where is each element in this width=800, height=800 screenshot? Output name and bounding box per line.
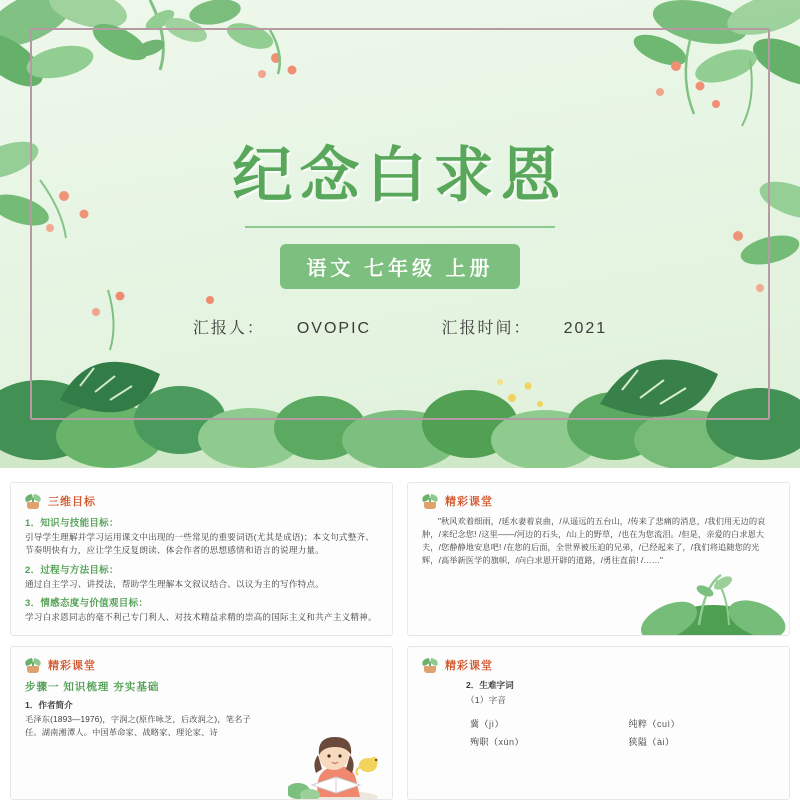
vocab-char: 纯粹（ <box>628 719 658 730</box>
poem-quote: "秋风欢着细雨，/延水妻着哀曲，/从遥远的五台山，/传来了悲痛的消息，/我们用无边的哀肿，/来纪念您! /这里——/河边的石头，/山上的野草，/也在为您流泪。/但是，亲爱的白求恩大夫，/您静静地安息吧! /在您的后面，全世界被压迫的兄弟，/已经起来了，/我们将追随您的光辉，/高举新医学的旗帜，/向白求恩开辟的道路，/勇往直前! /……" <box>422 517 766 566</box>
vocab-char: 狭隘（ <box>628 737 658 748</box>
presenter-value: OVOPIC <box>296 320 372 337</box>
slide-thumbnail-author[interactable] <box>10 646 393 800</box>
vocab-item <box>470 717 617 730</box>
title-block <box>0 128 800 338</box>
vocab-pinyin: jì <box>489 719 495 730</box>
card-title: 精彩课堂 <box>445 660 493 672</box>
presenter-meta <box>0 315 800 338</box>
vocab-label: （1）字音 <box>466 695 507 705</box>
vocab-item <box>629 717 776 730</box>
vocab-tail: ） <box>494 719 505 730</box>
vocab-subheading: 2．生难字词 <box>466 680 514 690</box>
card-header <box>25 657 378 673</box>
date-value: 2021 <box>563 320 608 337</box>
vocab-pinyin: ài <box>657 737 666 748</box>
card-title: 精彩课堂 <box>445 496 493 508</box>
slide-thumbnail-vocabulary[interactable] <box>407 646 790 800</box>
date-group <box>426 320 624 337</box>
card-header <box>422 657 775 673</box>
card-header <box>422 493 775 509</box>
vocab-tail: ） <box>514 737 525 748</box>
vocab-tail: ） <box>665 737 675 748</box>
objective-2-heading: 2．过程与方法目标： <box>25 564 119 576</box>
slide-thumbnail-objectives[interactable] <box>10 482 393 636</box>
author-bio-text: 毛泽东(1893—1976)，字润之(原作咏芝，后改润之)，笔名子任。湖南湘潭人。中国革命家、战略家、理论家、诗 <box>25 715 251 737</box>
page-title: 纪念白求恩 <box>232 141 568 211</box>
potted-plant-icon <box>25 493 41 509</box>
vocab-pinyin: cuì <box>657 719 671 730</box>
vocab-char: 冀（ <box>470 719 490 730</box>
step-heading: 步骤一 知识梳理 夯实基础 <box>25 681 160 693</box>
card-header <box>25 493 378 509</box>
card-title: 精彩课堂 <box>48 660 96 672</box>
vocab-char: 殉职（ <box>470 737 499 748</box>
author-subheading: 1．作者简介 <box>25 700 73 710</box>
presenter-label: 汇报人： <box>192 320 265 337</box>
vocab-item <box>629 735 776 748</box>
foliage-decoration <box>639 553 789 635</box>
title-divider <box>245 226 555 228</box>
vocab-item <box>470 735 617 748</box>
presenter-group <box>177 320 387 337</box>
objective-3-text: 学习白求恩同志的毫不利己专门利人、对技术精益求精的崇高的国际主义和共产主义精神。 <box>25 611 377 622</box>
potted-plant-icon <box>25 657 41 673</box>
vocab-tail: ） <box>670 719 681 730</box>
card-title: 三维目标 <box>48 496 96 508</box>
date-label: 汇报时间： <box>441 320 532 337</box>
vocab-pinyin: xùn <box>498 737 515 748</box>
objective-1-heading: 1．知识与技能目标： <box>25 518 119 529</box>
subject-badge: 语文 七年级 上册 <box>280 244 519 289</box>
potted-plant-icon <box>422 657 438 673</box>
slide-thumbnail-grid <box>0 478 800 800</box>
objective-3-heading: 3．情感态度与价值观目标： <box>25 597 149 609</box>
objective-1-text: 引导学生理解并学习运用课文中出现的一些常见的重要词语(尤其是成语)；本文句式整齐、节奏明快有力，应让学生反复朗读、体会作者的思想感情和语言的说理力量。 <box>25 532 375 556</box>
objective-2-text: 通过自主学习、讲授法，帮助学生理解本文叙议结合、以议为主的写作特点。 <box>25 578 324 589</box>
potted-plant-icon <box>422 493 438 509</box>
slide-thumbnail-poem[interactable] <box>407 482 790 636</box>
vocabulary-grid <box>422 717 775 748</box>
girl-reading-illustration <box>288 725 384 799</box>
